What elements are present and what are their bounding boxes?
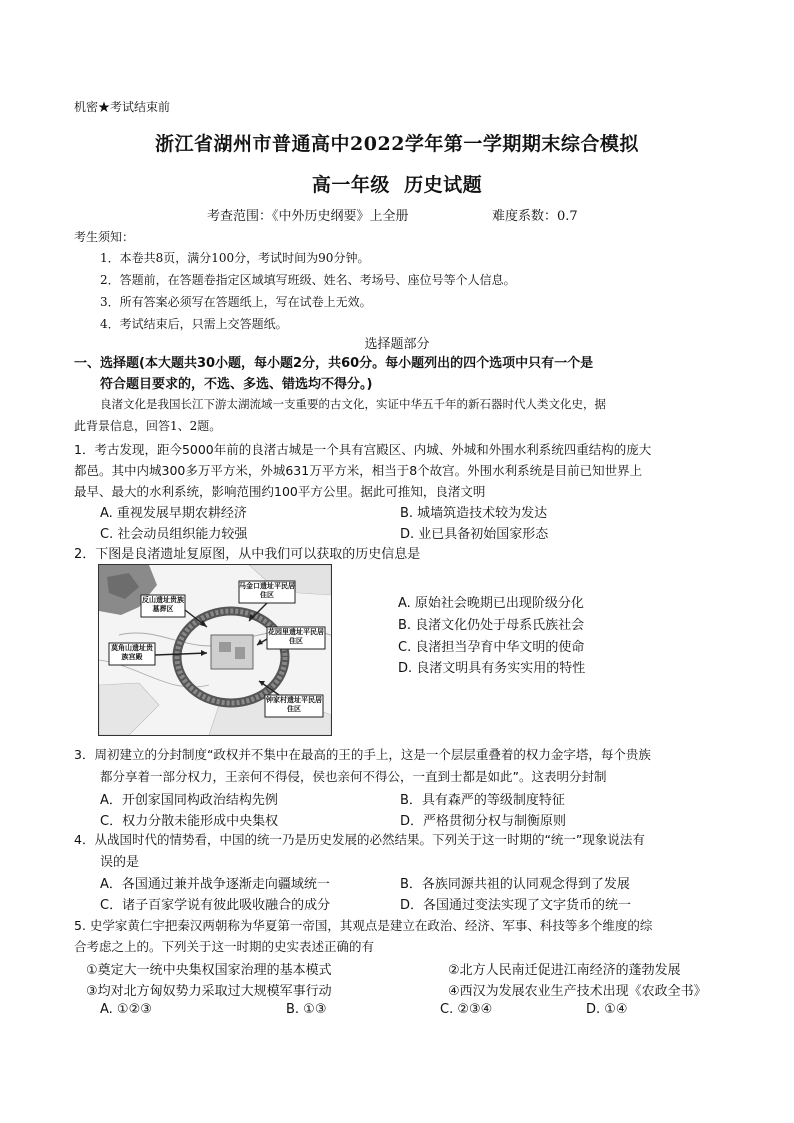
map-label-majinkou: 马金口遗址平民居住区 (239, 582, 295, 599)
question-1-option-b[interactable]: B. 城墙筑造技术较为发达 (400, 506, 548, 521)
map-label-huayuanli: 花园里遗址平民居住区 (268, 628, 324, 645)
notice-item: 2．答题前，在答题卷指定区域填写班级、姓名、考场号、座位号等个人信息。 (100, 273, 516, 287)
map-label-mojiaoshan: 莫角山遗址贵族宫殿 (111, 644, 153, 661)
notice-item: 4．考试结束后，只需上交答题纸。 (100, 317, 288, 331)
question-4-line: 4．从战国时代的情势看，中国的统一乃是历史发展的必然结果。下列关于这一时期的“统一”现象说法有 (74, 832, 645, 847)
question-2-option-d[interactable]: D. 良渚文明具有务实实用的特性 (398, 661, 586, 676)
question-4-option-a[interactable]: A．各国通过兼并战争逐渐走向疆域统一 (100, 877, 330, 892)
question-3-line: 3．周初建立的分封制度“政权并不集中在最高的王的手上，这是一个层层重叠着的权力金字塔，每个贵族 (74, 747, 651, 762)
question-5-option-d[interactable]: D. ①④ (586, 1002, 628, 1017)
question-4-option-d[interactable]: D．各国通过变法实现了文字货币的统一 (400, 898, 632, 913)
notice-item: 3．所有答案必须写在答题纸上，写在试卷上无效。 (100, 295, 372, 309)
question-1-option-d[interactable]: D. 业已具备初始国家形态 (400, 527, 549, 542)
question-3-option-c[interactable]: C．权力分散未能形成中央集权 (100, 814, 279, 829)
question-2-option-b[interactable]: B. 良渚文化仍处于母系氏族社会 (398, 618, 585, 633)
question-4-option-c[interactable]: C．诸子百家学说有彼此吸收融合的成分 (100, 898, 331, 913)
question-4-line: 误的是 (100, 855, 140, 870)
question-3-option-d[interactable]: D．严格贯彻分权与制衡原则 (400, 814, 567, 829)
liangzhu-site-map (98, 564, 332, 736)
question-1-option-a[interactable]: A. 重视发展早期农耕经济 (100, 506, 247, 521)
question-5-line: 合考虑之上的。下列关于这一时期的史实表述正确的有 (74, 939, 375, 954)
question-3-option-b[interactable]: B．具有森严的等级制度特征 (400, 793, 565, 808)
exam-title: 浙江省湖州市普通高中2022学年第一学期期末综合模拟 (155, 133, 639, 155)
section-instruction: 一、选择题(本大题共30小题，每小题2分，共60分。每小题列出的四个选项中只有一个是 (74, 356, 594, 371)
question-5-statement-1: ①奠定大一统中央集权国家治理的基本模式 (86, 963, 332, 978)
question-1-line: 1．考古发现，距今5000年前的良渚古城是一个具有宫殿区、内城、外城和外围水利系统四重结构的庞大 (74, 442, 652, 457)
question-1-line: 都邑。其中内城300多万平方米，外城631万平方米，相当于8个故宫。外围水利系统是目前已知世界上 (74, 463, 643, 478)
map-label-zhongjiacun: 钟家村遗址平民居住区 (266, 696, 322, 713)
map-label-fanshan: 反山遗址贵族墓葬区 (142, 596, 184, 613)
exam-scope: 考查范围：《中外历史纲要》上全册 (207, 209, 409, 224)
question-3-option-a[interactable]: A．开创家国同构政治结构先例 (100, 793, 278, 808)
question-5-statement-4: ④西汉为发展农业生产技术出现《农政全书》 (448, 984, 707, 999)
question-1-line: 最早、最大的水利系统，影响范围约100平方公里。据此可推知，良渚文明 (74, 484, 486, 499)
question-4-option-b[interactable]: B．各族同源共祖的认同观念得到了发展 (400, 877, 630, 892)
section-title: 选择题部分 (364, 337, 430, 352)
question-5-line: 5. 史学家黄仁宇把秦汉两朝称为华夏第一帝国，其观点是建立在政治、经济、军事、科技等多个维度的综 (74, 918, 653, 933)
notice-item: 1．本卷共8页，满分100分，考试时间为90分钟。 (100, 251, 370, 265)
question-5-option-a[interactable]: A. ①②③ (100, 1002, 152, 1017)
question-5-option-b[interactable]: B. ①③ (286, 1002, 327, 1017)
confidential-mark: 机密★考试结束前 (74, 100, 171, 114)
question-2-option-c[interactable]: C. 良渚担当孕育中华文明的使命 (398, 640, 585, 655)
notice-heading: 考生须知： (74, 230, 135, 244)
section-instruction: 符合题目要求的，不选、多选、错选均不得分。) (100, 377, 373, 392)
question-2-stem: 2．下图是良渚遗址复原图，从中我们可以获取的历史信息是 (74, 547, 421, 562)
question-5-option-c[interactable]: C. ②③④ (440, 1002, 493, 1017)
question-2-option-a[interactable]: A. 原始社会晚期已出现阶级分化 (398, 596, 584, 611)
question-5-statement-3: ③均对北方匈奴势力采取过大规模军事行动 (86, 984, 332, 999)
material-text: 此背景信息，回答1、2题。 (74, 419, 222, 433)
difficulty: 难度系数：0.7 (492, 209, 578, 224)
question-1-option-c[interactable]: C. 社会动员组织能力较强 (100, 527, 248, 542)
material-text: 良渚文化是我国长江下游太湖流域一支重要的古文化，实证中华五千年的新石器时代人类文化史，据 (100, 397, 606, 411)
question-3-line: 都分享着一部分权力，王亲何不得侵，侯也亲何不得公，一直到士都是如此”。这表明分封制 (100, 769, 607, 784)
exam-subtitle: 高一年级 历史试题 (311, 174, 483, 196)
question-5-statement-2: ②北方人民南迁促进江南经济的蓬勃发展 (448, 963, 681, 978)
